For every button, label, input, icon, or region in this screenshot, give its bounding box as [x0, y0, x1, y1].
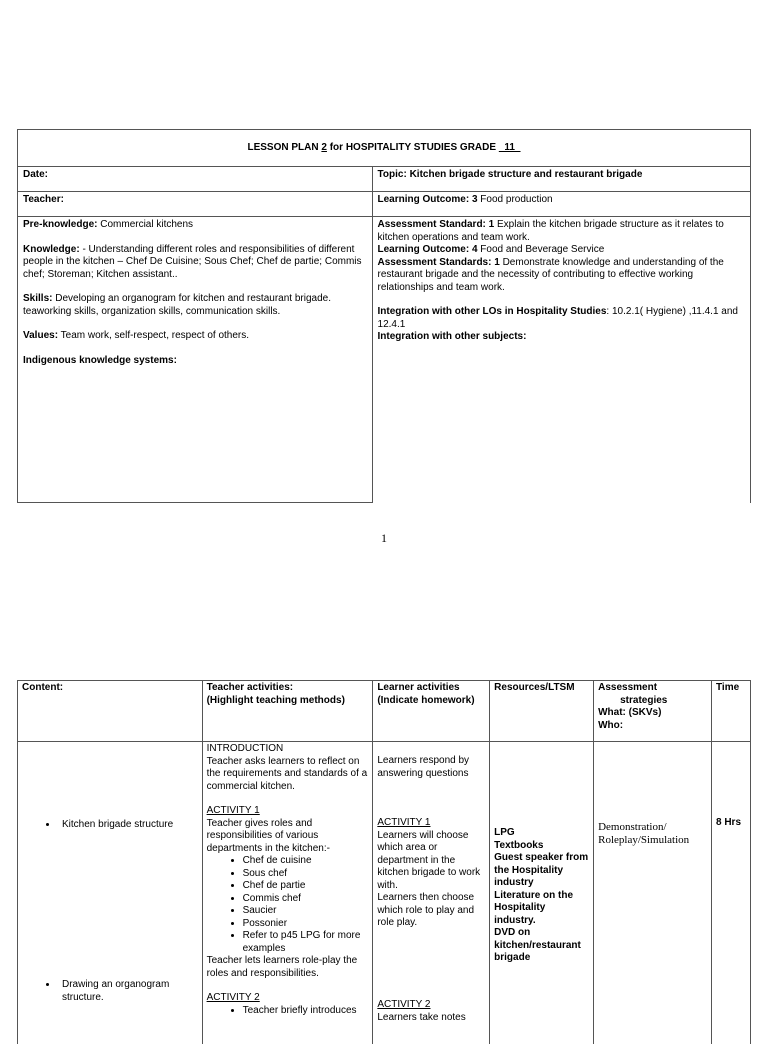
teacher-activities-cell [202, 742, 373, 1044]
header-resources: Resources/LTSM [490, 681, 594, 742]
lesson-plan-table [17, 129, 751, 503]
header-assessment: Assessment strategies What: (SKVs) Who: [594, 681, 712, 742]
indigenous-knowledge: Indigenous knowledge systems: [23, 355, 367, 368]
learner-activities-cell [373, 742, 490, 1044]
resource-item: Guest speaker from the Hospitality industry [494, 852, 589, 890]
role-item: • Saucier [243, 905, 369, 918]
knowledge-cell [18, 217, 373, 503]
header-teacher-activities: Teacher activities: (Highlight teaching methods) [202, 681, 373, 742]
header-learner-activities: Learner activities (Indicate homework) [373, 681, 490, 742]
header-content: Content: [18, 681, 203, 742]
standards-cell [372, 217, 750, 503]
topic-value: Kitchen brigade structure and restaurant brigade [410, 169, 643, 180]
activity-table [17, 680, 751, 1044]
kitchen-roles-list [207, 855, 369, 955]
knowledge: Knowledge: - Understanding different roles and responsibilities of different people in the kitchen – Chef De Cuisine; Sous Chef; Chef de partie; Commis chef; Storeman; Kitchen assistant.. [23, 244, 367, 282]
resources-list [494, 827, 589, 965]
content-item: • Drawing an organogram structure. [58, 979, 198, 1004]
plan-number: 2 [321, 142, 327, 153]
role-item: • Refer to p45 LPG for more examples [243, 930, 369, 955]
header-time: Time [711, 681, 750, 742]
content-item: • Kitchen brigade structure [58, 819, 198, 832]
assessment-strategies: Demonstration/ Roleplay/Simulation [598, 821, 707, 847]
date-label: Date: [23, 169, 48, 180]
content-list-2 [22, 979, 198, 1004]
resource-item: LPG [494, 827, 589, 840]
role-item: • Sous chef [243, 868, 369, 881]
learner-activity1-text-2: Learners then choose which role to play and role play. [377, 892, 485, 930]
teacher-cell [18, 192, 373, 217]
role-item: • Chef de partie [243, 880, 369, 893]
integration-subjects: Integration with other subjects: [378, 331, 745, 344]
assessment-standard-1: Assessment Standard: 1 Explain the kitchen brigade structure as it relates to kitchen operations and team work. [378, 219, 745, 244]
teacher-activity1-heading: ACTIVITY 1 [207, 805, 260, 816]
teacher-intro-heading: INTRODUCTION [207, 743, 369, 756]
resource-item: DVD on kitchen/restaurant brigade [494, 927, 589, 965]
resources-cell [490, 742, 594, 1044]
teacher-label: Teacher: [23, 194, 64, 205]
teacher-activity2-text: • Teacher briefly introduces [243, 1005, 369, 1018]
learner-intro-text: Learners respond by answering questions [377, 755, 485, 780]
grade-value: 11 [499, 142, 521, 153]
date-cell [18, 167, 373, 192]
content-cell [18, 742, 203, 1044]
role-item: • Chef de cuisine [243, 855, 369, 868]
learning-outcome-4: Learning Outcome: 4 Food and Beverage Service [378, 244, 745, 257]
teacher-activity1-text: Teacher gives roles and responsibilities of various departments in the kitchen:- [207, 818, 369, 856]
teacher-activity1-after: Teacher lets learners role-play the roles and responsibilities. [207, 955, 369, 980]
assessment-cell [594, 742, 712, 1044]
lesson-plan-title: LESSON PLAN 2 for HOSPITALITY STUDIES GRADE 11 [18, 130, 751, 167]
learner-activity2-text: Learners take notes [377, 1012, 485, 1025]
teacher-activity2-list [207, 1005, 369, 1018]
integration-los: Integration with other LOs in Hospitality Studies: 10.2.1( Hygiene) ,11.4.1 and 12.4.1 [378, 306, 745, 331]
time-cell [711, 742, 750, 1044]
teacher-activity2-heading: ACTIVITY 2 [207, 992, 260, 1003]
role-item: • Commis chef [243, 893, 369, 906]
learner-activity1-text-1: Learners will choose which area or department in the kitchen brigade to work with. [377, 830, 485, 893]
teacher-intro-text: Teacher asks learners to reflect on the requirements and standards of a commercial kitchen. [207, 756, 369, 794]
learning-outcome-cell: Learning Outcome: 3 Food production [372, 192, 750, 217]
learner-activity1 [377, 817, 485, 930]
assessment-standards-2: Assessment Standards: 1 Demonstrate knowledge and understanding of the restaurant brigade and the necessity of contributing to effective working relationships and team work. [378, 257, 745, 295]
resource-item: Literature on the Hospitality industry. [494, 890, 589, 928]
learner-activity1-heading: ACTIVITY 1 [377, 817, 430, 828]
role-item: • Possonier [243, 918, 369, 931]
learner-activity2-heading: ACTIVITY 2 [377, 999, 430, 1010]
time-value: 8 Hrs [716, 817, 746, 830]
preknowledge: Pre-knowledge: Commercial kitchens [23, 219, 367, 232]
topic-label: Topic: [378, 169, 407, 180]
resource-item: Textbooks [494, 840, 589, 853]
values: Values: Team work, self-respect, respect of others. [23, 330, 367, 343]
learner-activity2 [377, 999, 485, 1024]
skills: Skills: Developing an organogram for kitchen and restaurant brigade. teaworking skills, organization skills, communication skills. [23, 293, 367, 318]
page-number: 1 [0, 532, 768, 545]
topic-cell [372, 167, 750, 192]
content-list [22, 819, 198, 832]
